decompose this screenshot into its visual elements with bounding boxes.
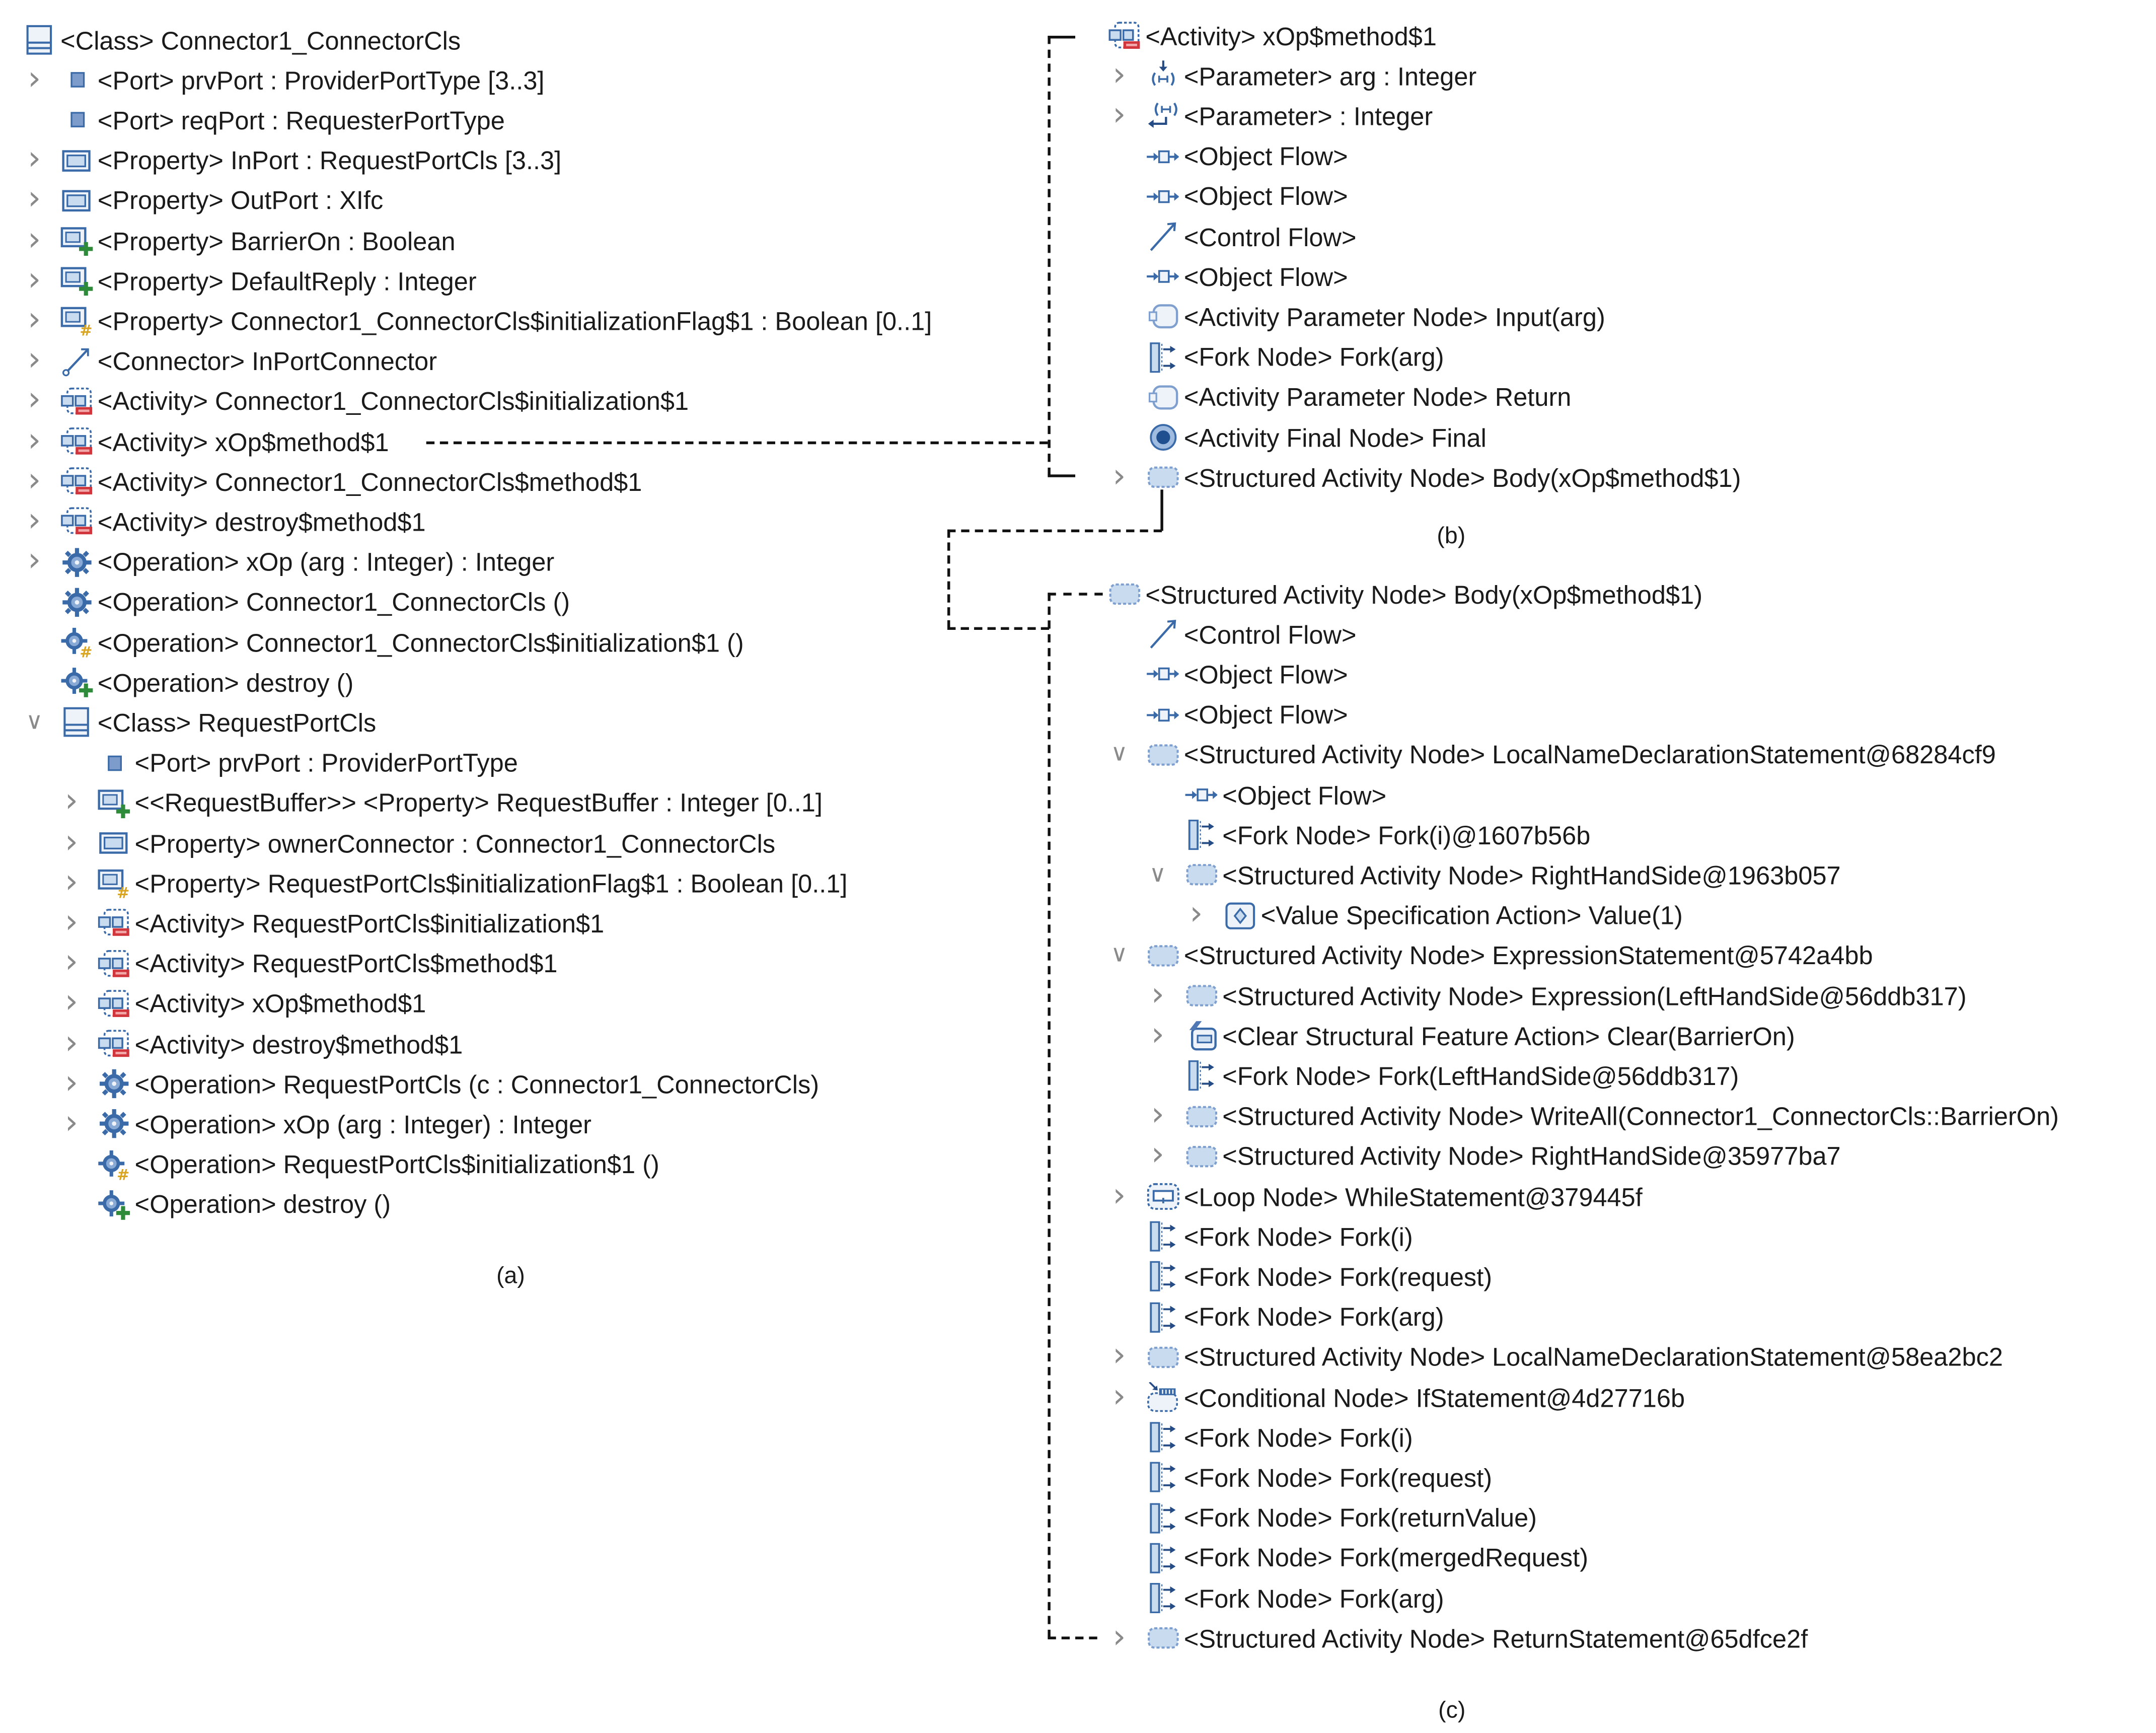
fork-node-icon — [1185, 1061, 1219, 1091]
activity-final-node-icon — [1147, 422, 1180, 453]
structured-activity-node-icon — [1185, 860, 1219, 890]
tree-item[interactable] — [1147, 216, 1356, 256]
structured-activity-node-icon — [1147, 462, 1180, 492]
property-icon — [98, 828, 131, 858]
tree-item-label: <Conditional Node> IfStatement@4d27716b — [1183, 1383, 1685, 1412]
tree-item-label: <Object Flow> — [1183, 182, 1348, 211]
object-flow-icon — [1147, 181, 1180, 211]
object-flow-icon — [1147, 659, 1180, 689]
tree-item[interactable] — [1147, 1417, 1413, 1457]
tree-item[interactable] — [1147, 458, 1741, 497]
tree-item[interactable] — [60, 702, 376, 742]
class-icon — [23, 25, 56, 55]
panel-a-caption: (a) — [496, 1262, 525, 1289]
svg-text:#: # — [117, 885, 130, 899]
tree-item[interactable] — [1185, 1016, 1795, 1056]
tree-item[interactable] — [60, 582, 570, 622]
tree-item-label: <Activity> RequestPortCls$initialization$1 — [134, 909, 605, 938]
tree-item-label: <Value Specification Action> Value(1) — [1260, 901, 1683, 930]
object-flow-icon — [1147, 699, 1180, 730]
tree-item-label: <Fork Node> Fork(request) — [1183, 1262, 1493, 1291]
tree-item-label: <Parameter> arg : Integer — [1183, 61, 1477, 91]
tree-item[interactable] — [98, 863, 848, 903]
chevron-right-icon[interactable]: › — [28, 460, 41, 499]
fork-node-icon — [1147, 1302, 1180, 1332]
tree-item-label: <Property> DefaultReply : Integer — [97, 266, 477, 296]
connector-b-bracket-vertical — [1048, 36, 1050, 476]
tree-item-label: <Loop Node> WhileStatement@379445f — [1183, 1182, 1643, 1211]
tree-item[interactable] — [1224, 895, 1683, 935]
chevron-right-icon[interactable]: › — [1151, 1095, 1165, 1134]
tree-item-label: <Property> InPort : RequestPortCls [3..3] — [97, 146, 562, 175]
connector-c-bracket-top — [1048, 593, 1102, 595]
chevron-right-icon[interactable]: › — [28, 58, 41, 98]
conditional-node-icon — [1147, 1382, 1180, 1412]
operation-icon — [60, 547, 94, 577]
tree-item-label: <Operation> RequestPortCls$initialization$1 () — [134, 1149, 659, 1179]
chevron-right-icon[interactable]: › — [1151, 1135, 1165, 1174]
chevron-right-icon[interactable]: › — [1112, 1376, 1126, 1415]
tree-item[interactable] — [1185, 1096, 2059, 1136]
tree-item-label: <Activity> destroy$method$1 — [134, 1029, 463, 1058]
tree-item[interactable] — [1147, 1538, 1588, 1578]
operation-icon — [98, 1069, 131, 1099]
tree-item-label: <Connector> InPortConnector — [97, 346, 437, 376]
tree-item[interactable] — [1147, 935, 1873, 975]
tree-item-label: <Structured Activity Node> ExpressionStatement@5742a4bb — [1183, 941, 1873, 970]
tree-item[interactable] — [60, 140, 561, 180]
object-flow-icon — [1147, 141, 1180, 171]
class-icon — [60, 707, 94, 738]
property-icon — [60, 145, 94, 175]
tree-item[interactable] — [1147, 257, 1348, 297]
tree-item-label: <Fork Node> Fork(i) — [1183, 1423, 1413, 1452]
tree-item-label: <Property> ownerConnector : Connector1_ConnectorCls — [134, 828, 776, 858]
tree-item[interactable] — [1147, 1257, 1492, 1296]
tree-item-label: <Class> Connector1_ConnectorCls — [60, 25, 461, 54]
tree-item-label: <Operation> Connector1_ConnectorCls () — [97, 588, 570, 617]
tree-item[interactable] — [1108, 16, 1437, 55]
connector-b-bracket-bottom — [1048, 474, 1075, 477]
chevron-right-icon[interactable]: › — [1112, 456, 1126, 495]
port-icon — [60, 105, 94, 135]
tree-item[interactable] — [1147, 56, 1476, 96]
tree-item[interactable] — [1185, 1136, 1841, 1176]
structured-activity-node-icon — [1185, 981, 1219, 1011]
fork-node-icon — [1147, 1583, 1180, 1613]
activity-icon — [60, 386, 94, 416]
tree-item[interactable] — [60, 60, 544, 100]
tree-item-label: <Fork Node> Fork(arg) — [1183, 1583, 1444, 1613]
fork-node-icon — [1185, 820, 1219, 850]
tree-item[interactable] — [1147, 377, 1571, 417]
tree-item-label: <Property> Connector1_ConnectorCls$initializationFlag$1 : Boolean [0..1] — [97, 306, 932, 336]
activity-icon — [60, 507, 94, 537]
tree-item-label: <Activity> Connector1_ConnectorCls$initialization$1 — [97, 387, 689, 416]
tree-item[interactable] — [1147, 136, 1348, 176]
tree-item[interactable] — [1108, 574, 1702, 614]
tree-item[interactable] — [60, 381, 689, 421]
chevron-right-icon[interactable]: › — [1112, 1336, 1126, 1375]
tree-item-label: <Structured Activity Node> RightHandSide@1963b057 — [1222, 860, 1841, 890]
tree-item[interactable] — [1147, 176, 1348, 216]
panel-c-caption: (c) — [1438, 1697, 1466, 1723]
chevron-right-icon[interactable]: › — [1112, 1175, 1126, 1214]
tree-item-label: <Activity> xOp$method$1 — [1145, 21, 1437, 50]
fork-node-icon — [1147, 1502, 1180, 1533]
tree-item[interactable] — [1147, 1618, 1808, 1658]
tree-item-label: <Property> OutPort : XIfc — [97, 186, 384, 215]
tree-item-label: <Control Flow> — [1183, 222, 1357, 251]
tree-item[interactable] — [98, 823, 775, 863]
chevron-right-icon[interactable]: › — [1112, 95, 1126, 133]
chevron-right-icon[interactable]: › — [28, 259, 41, 298]
chevron-right-icon[interactable]: › — [28, 420, 41, 459]
parameter-return-icon — [1147, 101, 1180, 131]
tree-item[interactable] — [98, 1104, 591, 1144]
tree-item-label: <Object Flow> — [1183, 141, 1348, 171]
tree-item[interactable] — [1147, 1578, 1444, 1618]
activity-icon — [1108, 21, 1142, 51]
tree-item[interactable] — [60, 301, 932, 341]
activity-icon — [60, 466, 94, 496]
tree-item-label: <Fork Node> Fork(i)@1607b56b — [1222, 820, 1591, 850]
operation-icon — [98, 1109, 131, 1139]
tree-item[interactable] — [1147, 1337, 2003, 1377]
tree-item-label: <Structured Activity Node> Body(xOp$method$1) — [1145, 580, 1703, 609]
tree-item[interactable] — [60, 221, 455, 260]
port-icon — [98, 748, 131, 778]
tree-item-label: <Object Flow> — [1183, 700, 1348, 729]
property-public-icon — [60, 266, 94, 296]
tree-item[interactable] — [1185, 775, 1387, 815]
loop-node-icon — [1147, 1181, 1180, 1211]
activity-icon — [98, 1029, 131, 1059]
tree-item[interactable] — [1147, 1378, 1685, 1417]
tree-item-label: <Operation> destroy () — [134, 1190, 391, 1219]
operation-public-icon — [98, 1189, 131, 1219]
tree-item-label: <Structured Activity Node> LocalNameDeclarationStatement@68284cf9 — [1183, 740, 1996, 769]
chevron-right-icon[interactable]: › — [28, 380, 41, 419]
tree-item[interactable] — [1147, 735, 1996, 774]
tree-item-label: <Structured Activity Node> ReturnStatement@65dfce2f — [1183, 1624, 1808, 1653]
tree-item[interactable] — [1185, 815, 1591, 855]
tree-item[interactable] — [1147, 96, 1433, 136]
property-protected-icon — [98, 868, 131, 898]
tree-item[interactable] — [60, 502, 425, 542]
tree-item[interactable] — [1185, 855, 1841, 895]
operation-public-icon — [60, 667, 94, 697]
tree-item[interactable] — [1147, 1498, 1537, 1538]
tree-item[interactable] — [1147, 695, 1348, 735]
tree-item-label: <<RequestBuffer>> <Property> RequestBuffer : Integer [0..1] — [134, 788, 823, 818]
tree-item[interactable] — [98, 1024, 463, 1064]
activity-parameter-node-icon — [1147, 302, 1180, 332]
tree-item[interactable] — [1185, 1056, 1739, 1096]
tree-item[interactable] — [60, 462, 642, 501]
property-protected-icon — [60, 306, 94, 336]
connector-icon — [60, 346, 94, 376]
connector-b-to-c-vertical — [947, 530, 950, 629]
connector-a-to-b-horizontal — [426, 442, 1048, 444]
chevron-right-icon[interactable]: › — [64, 942, 79, 981]
tree-item-label: <Fork Node> Fork(request) — [1183, 1463, 1493, 1492]
activity-icon — [60, 426, 94, 457]
fork-node-icon — [1147, 1262, 1180, 1292]
tree-item-label: <Operation> Connector1_ConnectorCls$initialization$1 () — [97, 627, 744, 657]
connector-b-bracket-top — [1048, 36, 1075, 38]
connector-b-to-c-lower — [947, 627, 1049, 630]
tree-item[interactable] — [1147, 1297, 1444, 1337]
tree-item-label: <Object Flow> — [1183, 660, 1348, 689]
activity-icon — [98, 908, 131, 938]
tree-item[interactable] — [1147, 655, 1348, 694]
tree-item[interactable] — [98, 944, 558, 983]
port-icon — [60, 65, 94, 95]
chevron-right-icon[interactable]: › — [64, 861, 79, 901]
chevron-right-icon[interactable]: › — [28, 300, 41, 338]
chevron-right-icon[interactable]: › — [64, 781, 79, 820]
tree-item[interactable] — [1147, 297, 1605, 337]
tree-item-label: <Activity> destroy$method$1 — [97, 507, 426, 536]
tree-item[interactable] — [60, 341, 437, 381]
control-flow-icon — [1147, 222, 1180, 252]
chevron-right-icon[interactable]: › — [1151, 974, 1165, 1013]
tree-item-label: <Class> RequestPortCls — [97, 708, 377, 737]
tree-item[interactable] — [23, 20, 461, 60]
chevron-right-icon[interactable]: › — [64, 822, 79, 860]
structured-activity-node-icon — [1147, 941, 1180, 971]
tree-item[interactable] — [1147, 1458, 1492, 1497]
parameter-in-icon — [1147, 61, 1180, 91]
connector-c-bracket-bottom — [1048, 1636, 1097, 1639]
tree-item[interactable] — [98, 984, 426, 1024]
chevron-right-icon[interactable]: › — [64, 902, 79, 941]
fork-node-icon — [1147, 1422, 1180, 1453]
tree-item-label: <Fork Node> Fork(i) — [1183, 1222, 1413, 1251]
tree-item[interactable] — [60, 261, 477, 301]
control-flow-icon — [1147, 619, 1180, 649]
tree-item-label: <Structured Activity Node> Expression(LeftHandSide@56ddb317) — [1222, 981, 1967, 1010]
tree-item[interactable] — [1147, 337, 1444, 377]
tree-item-label: <Activity> RequestPortCls$method$1 — [134, 949, 558, 978]
svg-text:#: # — [80, 322, 93, 336]
tree-item-label: <Port> prvPort : ProviderPortType — [134, 748, 518, 777]
activity-parameter-node-icon — [1147, 382, 1180, 412]
connector-b-body-stem — [1160, 489, 1163, 531]
tree-item-label: <Fork Node> Fork(mergedRequest) — [1183, 1543, 1589, 1572]
tree-item-label: <Port> prvPort : ProviderPortType [3..3] — [97, 65, 545, 95]
tree-item-label: <Activity> xOp$method$1 — [97, 427, 389, 456]
connector-b-to-c-horizontal — [947, 530, 1162, 532]
svg-text:#: # — [117, 1166, 130, 1180]
structured-activity-node-icon — [1147, 1623, 1180, 1653]
fork-node-icon — [1147, 1221, 1180, 1252]
tree-item-label: <Activity> xOp$method$1 — [134, 989, 426, 1019]
chevron-down-icon[interactable]: ∨ — [1110, 740, 1128, 768]
property-icon — [60, 185, 94, 215]
tree-item[interactable] — [1147, 1177, 1643, 1216]
tree-item[interactable] — [98, 903, 604, 943]
chevron-right-icon[interactable]: › — [1189, 894, 1203, 933]
value-specification-action-icon — [1224, 900, 1257, 930]
tree-item[interactable] — [98, 1064, 819, 1104]
panel-b-caption: (b) — [1437, 522, 1466, 549]
structured-activity-node-icon — [1147, 740, 1180, 770]
structured-activity-node-icon — [1185, 1141, 1219, 1172]
tree-item[interactable] — [1147, 417, 1486, 457]
tree-item-label: <Structured Activity Node> LocalNameDeclarationStatement@58ea2bc2 — [1183, 1342, 2003, 1372]
chevron-right-icon[interactable]: › — [28, 540, 41, 580]
operation-protected-icon — [98, 1149, 131, 1179]
tree-item[interactable] — [98, 1185, 391, 1224]
tree-item-label: <Object Flow> — [1183, 262, 1348, 292]
chevron-down-icon[interactable]: ∨ — [1110, 941, 1128, 969]
structured-activity-node-icon — [1147, 1342, 1180, 1372]
tree-item[interactable] — [60, 622, 744, 662]
tree-item[interactable] — [60, 100, 505, 140]
tree-item-label: <Activity Parameter Node> Return — [1183, 383, 1572, 412]
tree-item-label: <Port> reqPort : RequesterPortType — [97, 106, 505, 135]
tree-item[interactable] — [60, 181, 383, 221]
chevron-right-icon[interactable]: › — [28, 500, 41, 539]
tree-item-label: <Parameter> : Integer — [1183, 101, 1433, 131]
tree-item[interactable] — [60, 421, 389, 461]
tree-item[interactable] — [98, 743, 518, 782]
structured-activity-node-icon — [1108, 579, 1142, 609]
tree-item-label: <Fork Node> Fork(arg) — [1183, 1302, 1444, 1332]
chevron-right-icon[interactable]: › — [1112, 1617, 1126, 1655]
fork-node-icon — [1147, 1543, 1180, 1573]
chevron-right-icon[interactable]: › — [1112, 54, 1126, 93]
object-flow-icon — [1185, 780, 1219, 810]
tree-item-label: <Structured Activity Node> RightHandSide@35977ba7 — [1222, 1141, 1841, 1171]
clear-structural-feature-action-icon — [1185, 1021, 1219, 1051]
tree-item-label: <Control Flow> — [1183, 620, 1357, 649]
chevron-down-icon[interactable]: ∨ — [1149, 860, 1166, 889]
tree-item-label: <Operation> destroy () — [97, 668, 354, 697]
tree-item-label: <Property> BarrierOn : Boolean — [97, 226, 456, 255]
tree-item-label: <Clear Structural Feature Action> Clear(BarrierOn) — [1222, 1021, 1795, 1051]
tree-item-label: <Structured Activity Node> Body(xOp$method$1) — [1183, 463, 1741, 492]
tree-item[interactable] — [1185, 976, 1967, 1016]
object-flow-icon — [1147, 261, 1180, 292]
operation-icon — [60, 587, 94, 617]
chevron-right-icon[interactable]: › — [64, 1062, 79, 1102]
fork-node-icon — [1147, 1463, 1180, 1493]
chevron-right-icon[interactable]: › — [28, 339, 41, 379]
tree-item[interactable] — [98, 783, 823, 823]
svg-text:#: # — [80, 643, 93, 658]
tree-item-label: <Activity Parameter Node> Input(arg) — [1183, 302, 1605, 331]
activity-icon — [98, 949, 131, 979]
chevron-right-icon[interactable]: › — [28, 219, 41, 258]
chevron-right-icon[interactable]: › — [28, 179, 41, 218]
operation-protected-icon — [60, 627, 94, 658]
tree-item-label: <Operation> xOp (arg : Integer) : Integer — [134, 1110, 591, 1139]
tree-item[interactable] — [60, 542, 554, 582]
property-public-icon — [98, 788, 131, 818]
tree-item-label: <Structured Activity Node> WriteAll(Connector1_ConnectorCls::BarrierOn) — [1222, 1102, 2059, 1131]
tree-item-label: <Activity> Connector1_ConnectorCls$method$1 — [97, 467, 642, 496]
fork-node-icon — [1147, 342, 1180, 372]
connector-c-bracket-vertical — [1048, 593, 1050, 1638]
activity-icon — [98, 988, 131, 1019]
structured-activity-node-icon — [1185, 1101, 1219, 1131]
chevron-right-icon[interactable]: › — [64, 1022, 79, 1061]
tree-item[interactable] — [60, 663, 353, 702]
chevron-right-icon[interactable]: › — [1151, 1014, 1165, 1053]
tree-item-label: <Object Flow> — [1222, 780, 1387, 810]
chevron-right-icon[interactable]: › — [64, 1103, 79, 1141]
tree-item[interactable] — [1147, 614, 1356, 654]
tree-item-label: <Fork Node> Fork(returnValue) — [1183, 1503, 1537, 1533]
tree-item-label: <Operation> RequestPortCls (c : Connector1_ConnectorCls) — [134, 1069, 820, 1099]
tree-item-label: <Property> RequestPortCls$initializationFlag$1 : Boolean [0..1] — [134, 869, 848, 898]
tree-item[interactable] — [98, 1144, 659, 1184]
chevron-right-icon[interactable]: › — [64, 982, 79, 1021]
tree-item[interactable] — [1147, 1217, 1413, 1257]
chevron-right-icon[interactable]: › — [28, 139, 41, 178]
chevron-down-icon[interactable]: ∨ — [26, 708, 43, 736]
tree-item-label: <Activity Final Node> Final — [1183, 422, 1486, 452]
tree-item-label: <Fork Node> Fork(arg) — [1183, 342, 1444, 372]
tree-item-label: <Operation> xOp (arg : Integer) : Integer — [97, 547, 555, 576]
property-public-icon — [60, 226, 94, 256]
tree-item-label: <Fork Node> Fork(LeftHandSide@56ddb317) — [1222, 1061, 1739, 1091]
